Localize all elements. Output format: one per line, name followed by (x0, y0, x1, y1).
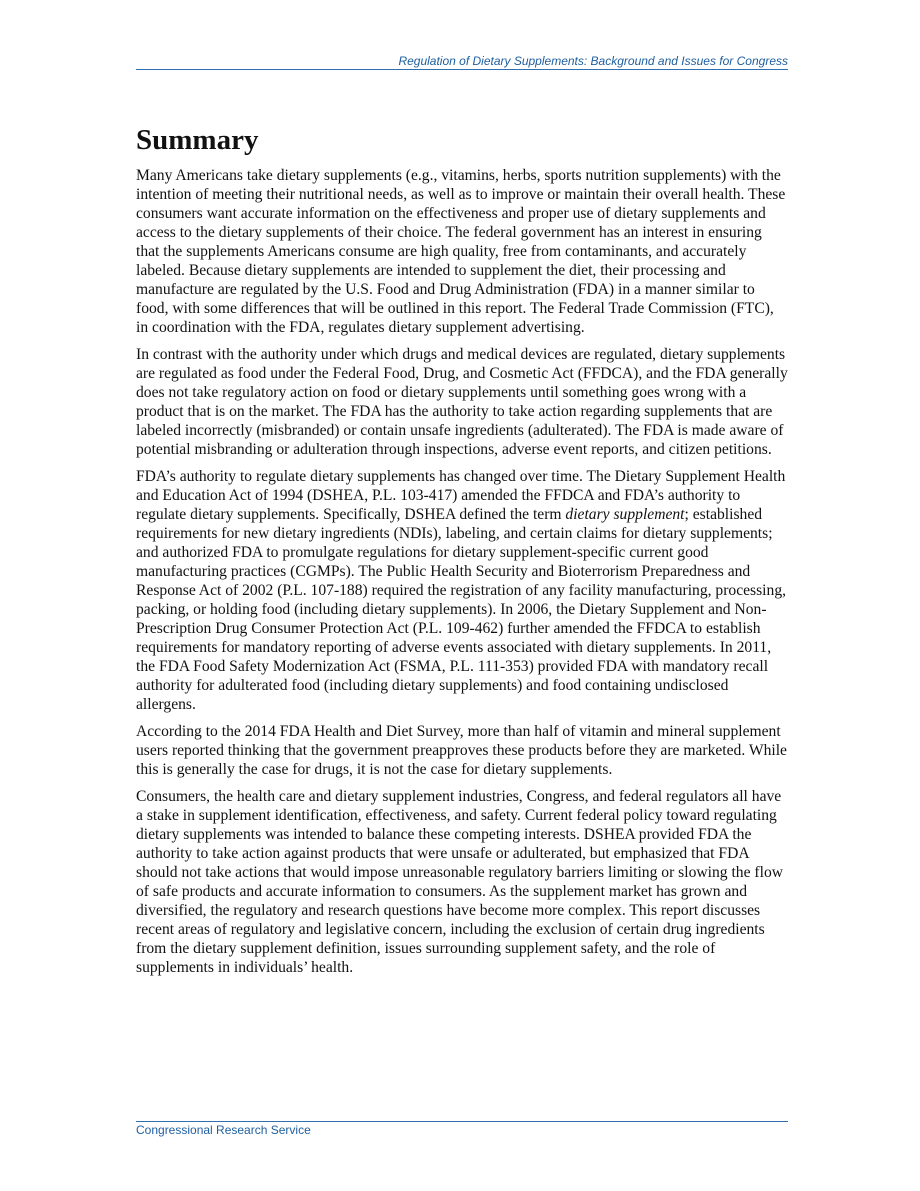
footer-divider (136, 1121, 788, 1122)
section-title: Summary (136, 124, 259, 156)
running-header: Regulation of Dietary Supplements: Background and Issues for Congress (398, 54, 788, 68)
paragraph-1: Many Americans take dietary supplements (e.g., vitamins, herbs, sports nutrition supplements) with the intention of meeting their nutritional needs, as well as to improve or maintain their overall health. These consumers want accurate information on the effectiveness and proper use of dietary supplements and access to the dietary supplements of their choice. The federal government has an interest in ensuring that the supplements Americans consume are high quality, free from contaminants, and accurately labeled. Because dietary supplements are intended to supplement the diet, their processing and manufacture are regulated by the U.S. Food and Drug Administration (FDA) in a manner similar to food, with some differences that will be outlined in this report. The Federal Trade Commission (FTC), in coordination with the FDA, regulates dietary supplement advertising. (136, 167, 786, 336)
paragraph-3 (136, 467, 788, 714)
summary-body (136, 166, 788, 985)
paragraph-4: According to the 2014 FDA Health and Diet Survey, more than half of vitamin and mineral supplement users reported thinking that the government preapproves these products before they are marketed. While this is generally the case for drugs, it is not the case for dietary supplements. (136, 723, 787, 778)
defined-term: dietary supplement (565, 506, 685, 523)
paragraph-2: In contrast with the authority under which drugs and medical devices are regulated, dietary supplements are regulated as food under the Federal Food, Drug, and Cosmetic Act (FFDCA), and the FDA generally does not take regulatory action on food or dietary supplements until something goes wrong with a product that is on the market. The FDA has the authority to take action regarding supplements that are labeled incorrectly (misbranded) or contain unsafe ingredients (adulterated). The FDA is made aware of potential misbranding or adulteration through inspections, adverse event reports, and citizen petitions. (136, 346, 788, 458)
footer-source: Congressional Research Service (136, 1123, 311, 1137)
header-divider (136, 69, 788, 70)
paragraph-3-text-end: ; established requirements for new dietary ingredients (NDIs), labeling, and certain claims for dietary supplements; and authorized FDA to promulgate regulations for dietary supplement-specific current good manufacturing practices (CGMPs). The Public Health Security and Bioterrorism Preparedness and Response Act of 2002 (P.L. 107-188) required the registration of any facility manufacturing, processing, packing, or holding food (including dietary supplements). In 2006, the Dietary Supplement and Non-Prescription Drug Consumer Protection Act (P.L. 109-462) further amended the FFDCA to establish requirements for mandatory reporting of adverse events associated with dietary supplements. In 2011, the FDA Food Safety Modernization Act (FSMA, P.L. 111-353) provided FDA with mandatory recall authority for adulterated food (including dietary supplements) and food containing undisclosed allergens. (136, 506, 787, 713)
paragraph-5: Consumers, the health care and dietary supplement industries, Congress, and federal regulators all have a stake in supplement identification, effectiveness, and safety. Current federal policy toward regulating dietary supplements was intended to balance these competing interests. DSHEA provided FDA the authority to take action against products that were unsafe or adulterated, but emphasized that FDA should not take actions that would impose unreasonable regulatory barriers limiting or slowing the flow of safe products and accurate information to consumers. As the supplement market has grown and diversified, the regulatory and research questions have become more complex. This report discusses recent areas of regulatory and legislative concern, including the exclusion of certain drug ingredients from the dietary supplement definition, issues surrounding supplement safety, and the role of supplements in individuals’ health. (136, 788, 784, 976)
paragraph-3-text-start: FDA’s authority to regulate dietary supplements has changed over time. The Dietary Supplement Health and Education Act of 1994 (DSHEA, P.L. 103-417) amended the FFDCA and FDA’s authority to regulate dietary supplements. Specifically, DSHEA defined the term (136, 468, 786, 523)
